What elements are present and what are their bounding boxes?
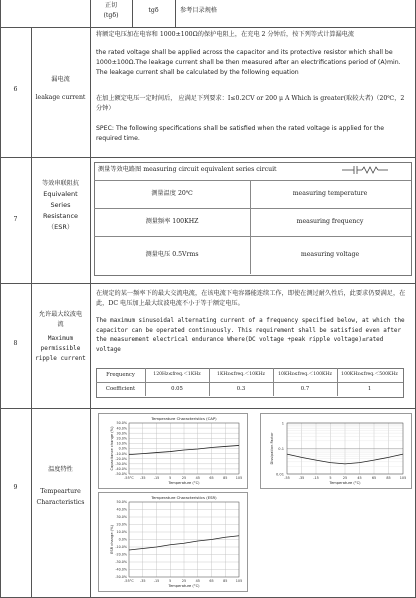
cap-temperature-chart [99,414,246,487]
row-9-number: 9 [13,484,18,491]
x-tick-label: 105 [399,476,407,480]
x-tick-label: -35 [139,579,146,583]
cond-freq-cn: 测量频率 100KHZ [145,218,199,225]
freq-header: 10KHz≤freq.＜100KHz [278,372,332,377]
row-6-para-cn: 将额定电压加在电容和 1000±100Ω的保护电阻上，在充电 2 分钟后，按下列等式计算漏电流 [96,31,355,38]
x-tick-label: 85 [386,476,391,480]
x-axis-label: Temperature (°C) [168,481,200,485]
x-tick-label: 45 [195,579,200,583]
top-row-symbol: tgδ [148,7,159,14]
y-tick-label: -50.0% [115,472,127,477]
row-7-title-en-2: Series [50,201,71,209]
row-9-title-en-1: Tempearture [40,488,81,495]
x-tick-label: -55°C [124,476,134,480]
x-tick-label: -35 [139,476,146,480]
x-tick-label: -15 [153,579,160,583]
row-7-title-cn: 等效串联阻抗 [41,180,80,187]
row-6-spec: SPEC: The following specifications shall be satisfied when the rated voltage is applied for the required time. [96,125,385,143]
chart-title: Temperature Characteristics (CAP) [151,416,217,421]
row-7-title-en-4: （ESR） [47,223,74,231]
esr-divider [94,208,411,209]
row-8-para-cn: 在规定的某一频率下的最大交流电流，在该电流下电容器能连续工作，即使在测过耐久性后，此要求仍要满足，在此，DC 电压加上最大纹波电流不小于等于额定电压。 [96,290,406,308]
y-tick-label: -20.0% [115,552,127,557]
freq-header: 120Hz≤freq.＜1KHz [153,372,201,377]
cond-volt-cn: 测量电压 0.5Vrms [145,251,199,258]
cond-volt-en: measuring voltage [300,251,360,258]
y-tick-label: 0.1 [278,446,284,451]
row-divider [0,283,416,284]
row-divider [0,157,416,158]
x-axis-label: Temperature (°C) [168,584,200,588]
esr-temperature-chart [99,493,246,590]
x-tick-label: 25 [181,579,187,583]
coefficient-value: 1 [367,386,372,392]
coefficient-label: Coefficient [105,386,136,392]
coefficient-value: 0.3 [236,386,246,392]
y-axis-label: Capacitance change (%) [110,426,114,471]
x-tick-label: 45 [357,476,362,480]
y-tick-label: 40.0% [116,507,127,512]
x-tick-label: 45 [195,476,200,480]
y-tick-label: -40.0% [115,567,127,572]
df-temperature-chart [261,414,410,487]
row-8-number: 8 [13,340,18,347]
x-axis-label: Temperature (°C) [329,481,361,485]
y-tick-label: 10.0% [116,530,127,535]
row-7-title-en-3: Resistance [42,212,79,220]
row-6-number: 6 [13,86,18,93]
y-tick-label: 20.0% [116,522,127,527]
y-tick-label: 40.0% [116,426,127,431]
row-8-title-en-1: Maximum [47,335,74,342]
coefficient-value: 0.05 [171,386,183,392]
x-tick-label: 25 [181,476,187,480]
coefficient-value: 0.7 [300,386,310,392]
x-tick-label: 5 [169,579,172,583]
x-tick-label: 65 [209,476,214,480]
y-tick-label: 30.0% [116,431,127,436]
y-tick-label: 0.0% [118,537,127,542]
y-tick-label: -20.0% [115,456,127,461]
row-9-title-cn: 温度特性 [48,466,73,473]
top-divider-b [175,0,176,27]
x-tick-label: -15 [153,476,160,480]
y-tick-label: 0.0% [118,446,127,451]
row-9-title-en-2: Characteristics [36,499,85,506]
x-tick-label: 85 [223,579,228,583]
y-axis-label: ESR change (%) [110,525,114,554]
chart-title: Temperature Characteristics (ESR) [151,495,217,500]
x-tick-label: 85 [223,476,228,480]
cond-temp-en: measuring temperature [292,190,368,197]
row-6-title-en: leakage current [35,94,86,101]
freq-header: 100KHz≤freq.＜500KHz [341,372,398,377]
x-tick-label: 25 [342,476,348,480]
y-tick-label: 50.0% [116,500,127,505]
y-tick-label: 1 [281,421,284,426]
y-tick-label: -40.0% [115,467,127,472]
row-6-title-cn: 漏电流 [51,76,70,83]
x-tick-label: -55°C [124,579,134,583]
row-divider [0,27,416,28]
y-tick-label: -30.0% [115,462,127,466]
esr-circuit-icon [340,164,390,176]
freq-header: Frequency [106,372,135,378]
row-6-para-en: the rated voltage shall be applied across the capacitor and its protective resistor which shall be 1000±100Ω.The leakage current shall be then measured after an electrifications period of (A)min. The leakage current shall be calculated by the following equation [96,49,401,77]
row-8-title-cn-1: 允许最大纹波电 [38,311,83,318]
x-tick-label: 105 [235,579,243,583]
y-tick-label: -10.0% [115,545,127,550]
x-tick-label: 65 [371,476,377,480]
x-tick-label: -15 [313,476,319,480]
freq-header: 1KHz≤freq.＜10KHz [217,372,265,377]
x-tick-label: -55 [284,476,290,480]
top-row-label: 正切 [104,2,118,9]
row-8-title-en-3: ripple current [35,355,86,362]
y-tick-label: 30.0% [116,515,127,520]
row-8-title-cn-2: 流 [57,321,64,328]
cond-freq-en: measuring frequency [296,218,364,225]
cond-temp-cn: 测量温度 20℃ [151,190,193,197]
esr-divider [94,236,411,237]
y-tick-label: -30.0% [115,560,127,565]
row-7-number: 7 [13,216,18,223]
y-tick-label: -50.0% [115,575,127,580]
x-tick-label: 65 [209,579,214,583]
top-row-label-sub: (tgδ) [103,12,119,19]
row-8-title-en-2: permissible [40,345,81,352]
y-tick-label: 10.0% [116,441,127,446]
col-divider-2 [90,0,91,598]
y-tick-label: -10.0% [115,451,127,456]
row-6-requirement: 在加上额定电压一定时间后， 应满足下列要求：I≤0.2CV or 200 μ A Which is greater(取较大者)（20℃，2 分钟） [96,95,405,112]
row-divider [0,408,416,409]
row-8-para-en: The maximum sinusoidal alternating current of a frequency specified below, at which the capacitor can be operated continuously. This requirement shall be satisfied even after the measurement electrical endurance Where(DC voltage +peak ripple voltage)≤rated voltage [96,318,405,353]
top-row-text: 参考目录规格 [180,7,218,14]
y-tick-label: 20.0% [116,436,127,441]
freq-table-divider [96,382,403,383]
x-tick-label: -35 [298,476,305,480]
x-tick-label: 105 [235,476,243,480]
circuit-label: 测量等效电路图 measuring circuit equivalent series circuit [98,166,277,173]
esr-divider [94,180,411,181]
x-tick-label: 5 [329,476,332,480]
y-tick-label: 0.01 [275,472,284,477]
y-axis-label: Dissipation Factor [270,432,274,465]
row-7-title-en-1: Equivalent [43,190,78,198]
y-tick-label: 50.0% [116,421,127,426]
x-tick-label: 5 [169,476,172,480]
